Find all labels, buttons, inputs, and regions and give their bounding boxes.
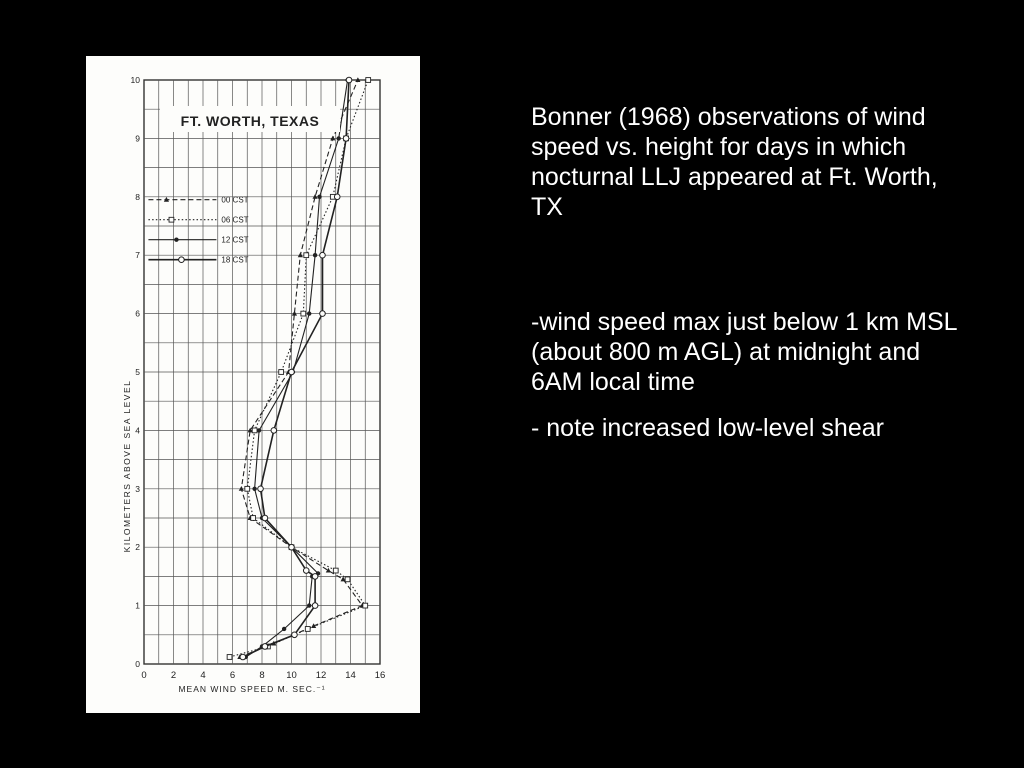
data-point-circle (334, 194, 340, 200)
grid-lines (144, 80, 380, 664)
data-point-circle (262, 644, 268, 650)
data-point-square (305, 627, 310, 632)
data-point-circle (262, 515, 268, 521)
data-point-dot (317, 195, 321, 199)
data-point-triangle (330, 136, 335, 141)
y-tick-label: 8 (135, 191, 140, 202)
data-point-dot (282, 627, 286, 631)
legend-label: 12 CST (221, 235, 249, 245)
tick-labels (131, 75, 386, 681)
data-point-square (251, 516, 256, 521)
data-point-dot (307, 603, 311, 607)
legend-item (148, 216, 248, 225)
data-point-square (301, 311, 306, 316)
series-line (240, 80, 362, 657)
data-point-circle (303, 568, 309, 574)
legend-item (148, 236, 248, 245)
data-point-dot (257, 428, 261, 432)
x-tick-label: 10 (286, 670, 297, 681)
data-point-square (304, 253, 309, 258)
y-axis-label: KILOMETERS ABOVE SEA LEVEL (122, 379, 132, 553)
legend-label: 06 CST (221, 215, 249, 225)
data-point-dot (313, 253, 317, 257)
data-point-square (366, 78, 371, 83)
data-point-square (245, 486, 250, 491)
intro-text: Bonner (1968) observations of wind speed vs. height for days in which nocturnal LLJ appeared at Ft. Worth, TX (531, 103, 938, 221)
data-point-dot (337, 136, 341, 140)
x-tick-label: 0 (141, 670, 147, 681)
bullet-wind-max: -wind speed max just below 1 km MSL (about 800 m AGL) at midnight and 6AM local time (531, 308, 957, 396)
data-point-triangle (239, 486, 244, 491)
chart-title: FT. WORTH, TEXAS (180, 113, 320, 129)
data-point-circle (289, 369, 295, 375)
y-tick-label: 5 (135, 367, 140, 377)
series-06-cst (227, 78, 370, 660)
y-tick-label: 10 (130, 75, 140, 85)
y-tick-label: 3 (135, 483, 140, 494)
series-line (230, 80, 369, 657)
data-point-square (279, 370, 284, 375)
y-tick-label: 2 (135, 542, 140, 553)
data-point-circle (179, 257, 185, 263)
data-point-circle (289, 544, 295, 550)
y-tick-label: 4 (135, 425, 140, 436)
x-tick-label: 6 (229, 670, 236, 681)
data-point-circle (292, 632, 298, 638)
data-point-circle (343, 136, 349, 142)
data-point-circle (320, 311, 326, 317)
x-tick-label: 4 (200, 670, 206, 681)
x-tick-label: 16 (374, 670, 386, 681)
legend-item (148, 256, 248, 265)
data-point-dot (307, 311, 311, 315)
data-point-dot (174, 238, 178, 242)
y-tick-label: 1 (135, 600, 140, 611)
data-point-square (333, 568, 338, 573)
data-point-square (363, 603, 368, 608)
legend (148, 196, 248, 265)
data-point-square (227, 655, 232, 660)
x-tick-label: 12 (315, 670, 327, 681)
series-layer (227, 77, 370, 660)
data-point-circle (258, 486, 264, 492)
wind-profile-chart (86, 56, 420, 713)
y-tick-label: 6 (135, 308, 140, 319)
data-point-square (169, 217, 174, 222)
x-tick-label: 8 (259, 670, 265, 681)
data-point-square (345, 577, 350, 582)
data-point-dot (252, 487, 256, 491)
data-point-circle (312, 603, 318, 609)
x-axis-label: MEAN WIND SPEED M. SEC.⁻¹ (178, 684, 326, 694)
x-tick-label: 2 (170, 670, 177, 681)
x-tick-label: 14 (345, 670, 356, 681)
data-point-circle (346, 77, 352, 83)
figure-panel (86, 56, 420, 713)
data-point-square (252, 428, 257, 433)
data-point-circle (240, 654, 246, 660)
data-point-circle (320, 252, 326, 258)
data-point-circle (312, 574, 318, 580)
bullet-low-level-shear: - note increased low-level shear (531, 414, 884, 442)
data-point-triangle (313, 194, 318, 199)
series-line (246, 80, 348, 657)
y-tick-label: 7 (135, 250, 140, 261)
data-point-circle (271, 428, 277, 434)
y-tick-label: 9 (135, 133, 140, 144)
legend-label: 00 CST (221, 195, 249, 205)
series-00-cst (237, 77, 365, 659)
legend-label: 18 CST (221, 255, 249, 265)
data-point-triangle (326, 568, 331, 573)
text-panel (531, 102, 971, 459)
y-tick-label: 0 (135, 659, 140, 669)
data-point-triangle (292, 311, 297, 316)
data-point-triangle (298, 252, 303, 257)
